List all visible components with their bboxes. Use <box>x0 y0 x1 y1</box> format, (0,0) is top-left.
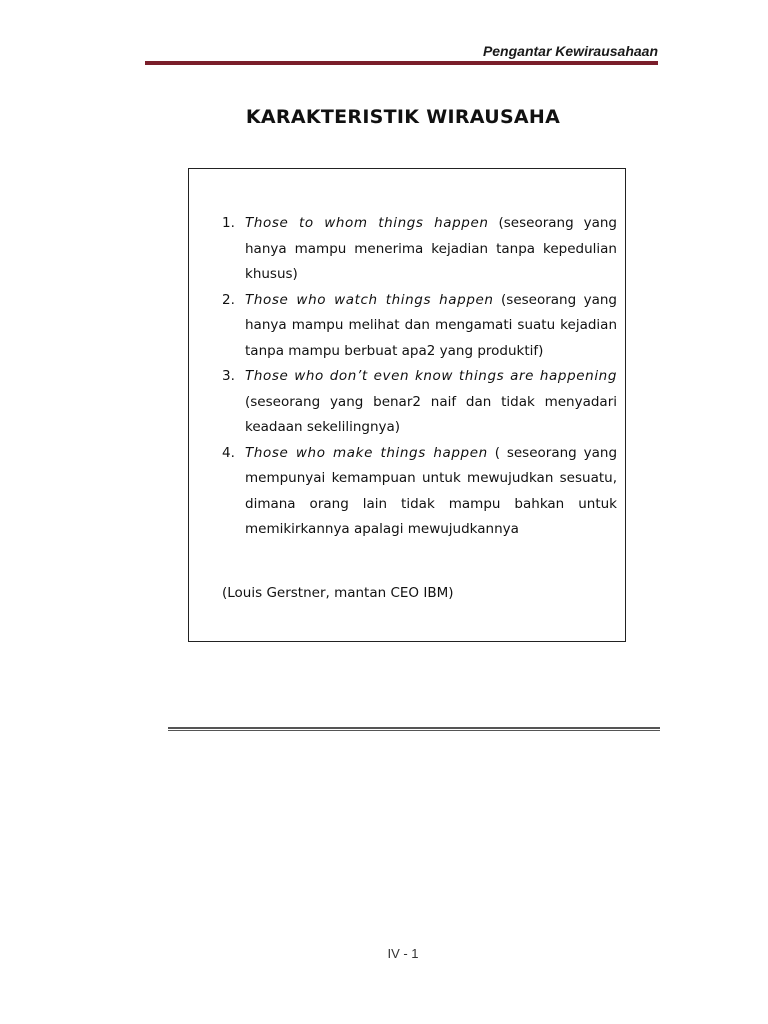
item-english-phrase: Those to whom things happen <box>245 215 489 231</box>
page-number: IV - 1 <box>387 946 419 961</box>
item-number: 3. <box>222 368 235 384</box>
item-number: 4. <box>222 444 235 461</box>
item-number: 2. <box>222 291 235 308</box>
item-description: ( seseorang yang mempunyai kemampuan untuk mewujudkan sesuatu, dimana orang lain tidak mampu bahkan untuk memikirkannya apalagi mewujudkannya <box>245 444 618 537</box>
item-description: (seseorang yang hanya mampu melihat dan mengamati suatu kejadian tanpa mampu berbuat apa2 yang produktif) <box>245 291 617 359</box>
list-item <box>222 441 617 543</box>
item-english-phrase: Those who don’t even know things are happening <box>245 368 617 384</box>
item-body <box>245 211 617 288</box>
item-description: (seseorang yang hanya mampu menerima kejadian tanpa kepedulian khusus) <box>245 215 617 282</box>
footer-rule <box>168 727 660 731</box>
running-header: Pengantar Kewirausahaan <box>482 43 658 59</box>
item-english-phrase: Those who make things happen <box>245 444 488 461</box>
list-item <box>222 364 617 441</box>
item-description: (seseorang yang benar2 naif dan tidak menyadari keadaan sekelilingnya) <box>245 393 617 435</box>
list-item <box>222 288 617 365</box>
characteristics-list <box>222 211 617 543</box>
list-item <box>222 211 617 288</box>
header-rule <box>145 61 658 65</box>
item-body <box>245 288 617 365</box>
attribution: (Louis Gerstner, mantan CEO IBM) <box>222 585 454 601</box>
item-body <box>245 364 617 441</box>
page-title: KARAKTERISTIK WIRAUSAHA <box>245 106 561 128</box>
item-english-phrase: Those who watch things happen <box>245 291 494 308</box>
item-number: 1. <box>222 215 235 231</box>
item-body <box>245 441 617 543</box>
